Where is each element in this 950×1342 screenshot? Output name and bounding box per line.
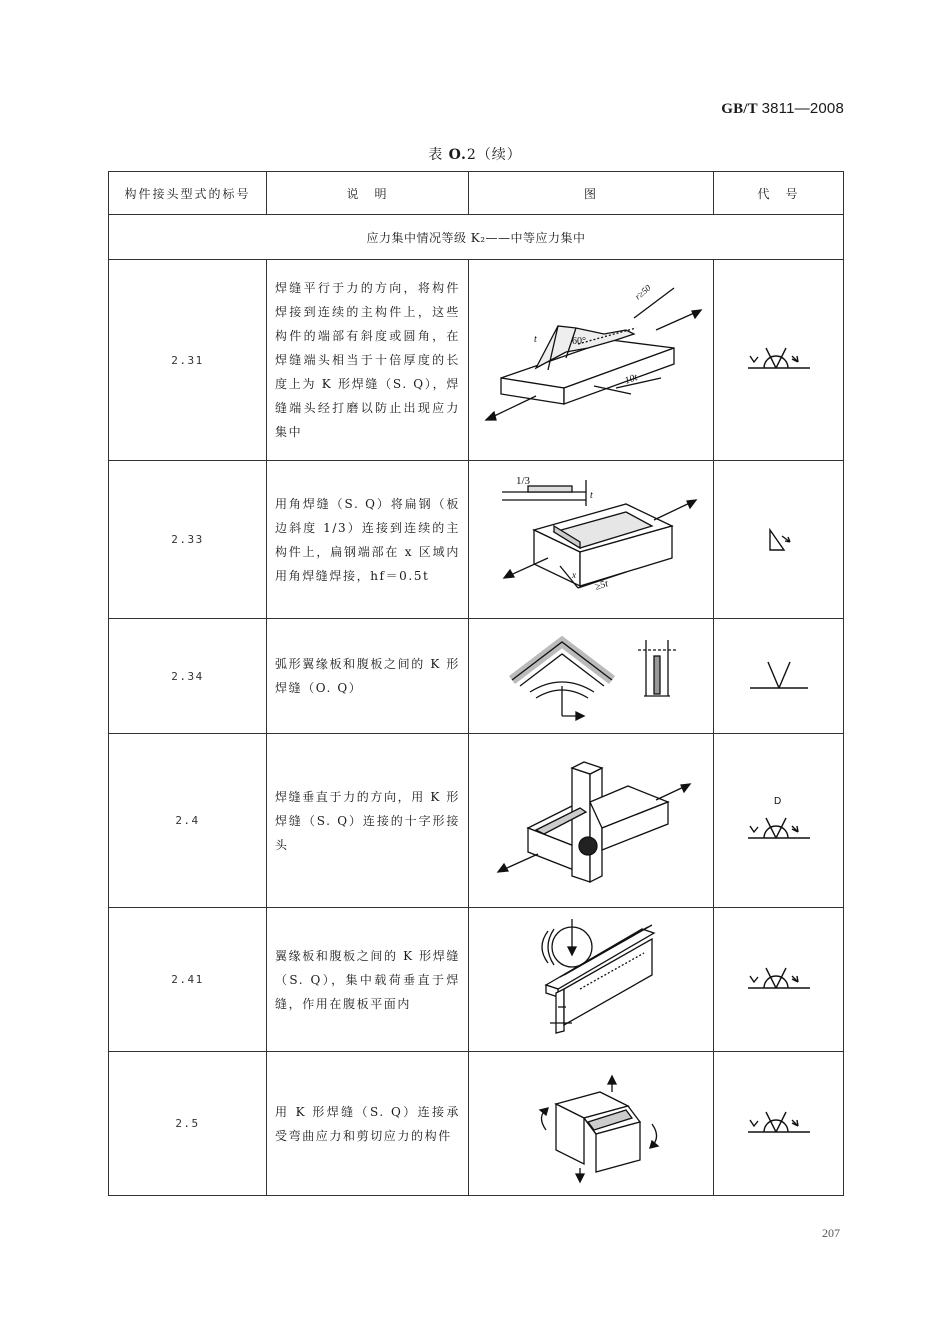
label-region-x: x — [572, 569, 576, 580]
table-title — [0, 144, 950, 164]
row-symbol — [714, 908, 844, 1052]
table-row — [109, 260, 844, 461]
weld-symbol-k-ground — [744, 340, 814, 380]
table-header-row — [109, 172, 844, 215]
weld-symbol-k-ground-d — [744, 792, 814, 850]
weld-symbol-k-ground — [744, 960, 814, 1000]
row-description: 焊缝平行于力的方向，将构件焊接到连续的主构件上，这些构件的端部有斜度或圆角，在焊缝端头相当于十倍厚度的长度上为 K 形焊缝（S. Q），焊缝端头经打磨以防止出现应力集中 — [267, 260, 469, 461]
figure-2-33 — [476, 470, 706, 610]
col-header-symbol: 代 号 — [714, 172, 844, 215]
row-figure — [469, 260, 714, 461]
table-row — [109, 734, 844, 908]
section-row — [109, 215, 844, 260]
figure-2-4 — [476, 746, 706, 896]
label-length-10t: 10t — [623, 372, 640, 387]
row-figure — [469, 734, 714, 908]
label-thickness-2: t — [590, 489, 593, 501]
row-description: 弧形翼缘板和腹板之间的 K 形焊缝（O. Q） — [267, 619, 469, 734]
joint-table — [108, 171, 844, 1196]
symbol-text-d: D — [773, 795, 781, 807]
standard-prefix: GB/T — [721, 101, 758, 117]
row-symbol — [714, 734, 844, 908]
standard-code — [721, 100, 844, 118]
label-radius: r≥50 — [632, 282, 653, 302]
row-symbol — [714, 461, 844, 619]
label-ratio: 1/3 — [516, 474, 531, 487]
col-header-label: 构件接头型式的标号 — [109, 172, 267, 215]
row-figure — [469, 619, 714, 734]
row-symbol — [714, 619, 844, 734]
row-label: 2.31 — [109, 260, 267, 461]
weld-symbol-k-ground — [744, 1104, 814, 1144]
row-label: 2.4 — [109, 734, 267, 908]
standard-number: 3811—2008 — [761, 100, 844, 117]
row-description: 焊缝垂直于力的方向，用 K 形焊缝（S. Q）连接的十字形接头 — [267, 734, 469, 908]
weld-symbol-v — [744, 656, 814, 696]
figure-2-5 — [476, 1064, 706, 1184]
section-title: 应力集中情况等级 K₂——中等应力集中 — [109, 215, 844, 260]
table-title-id: O. — [448, 147, 467, 163]
table-title-suffix: （续） — [476, 147, 522, 163]
label-thickness: t — [534, 334, 537, 345]
table-row — [109, 1052, 844, 1196]
table-row — [109, 908, 844, 1052]
label-angle: 60° — [572, 336, 586, 347]
row-label: 2.41 — [109, 908, 267, 1052]
row-description: 用 K 形焊缝（S. Q）连接承受弯曲应力和剪切应力的构件 — [267, 1052, 469, 1196]
table-row — [109, 461, 844, 619]
table-title-prefix: 表 — [428, 147, 444, 163]
figure-2-34 — [476, 626, 706, 726]
row-figure — [469, 908, 714, 1052]
row-figure — [469, 461, 714, 619]
row-label: 2.33 — [109, 461, 267, 619]
figure-2-31 — [476, 270, 706, 450]
table-title-num: 2 — [466, 147, 477, 163]
figure-2-41 — [476, 915, 706, 1045]
label-length-5t: ≥5t — [593, 577, 610, 593]
row-description: 翼缘板和腹板之间的 K 形焊缝（S. Q），集中载荷垂直于焊缝，作用在腹板平面内 — [267, 908, 469, 1052]
row-label: 2.5 — [109, 1052, 267, 1196]
row-figure — [469, 1052, 714, 1196]
weld-symbol-fillet — [744, 520, 814, 560]
col-header-figure: 图 — [469, 172, 714, 215]
row-label: 2.34 — [109, 619, 267, 734]
row-symbol — [714, 1052, 844, 1196]
row-description: 用角焊缝（S. Q）将扁钢（板边斜度 1/3）连接到连续的主构件上，扁钢端部在 x 区域内用角焊缝焊接，hf＝0.5t — [267, 461, 469, 619]
col-header-desc: 说 明 — [267, 172, 469, 215]
page-number: 207 — [822, 1226, 840, 1240]
row-symbol — [714, 260, 844, 461]
table-row — [109, 619, 844, 734]
